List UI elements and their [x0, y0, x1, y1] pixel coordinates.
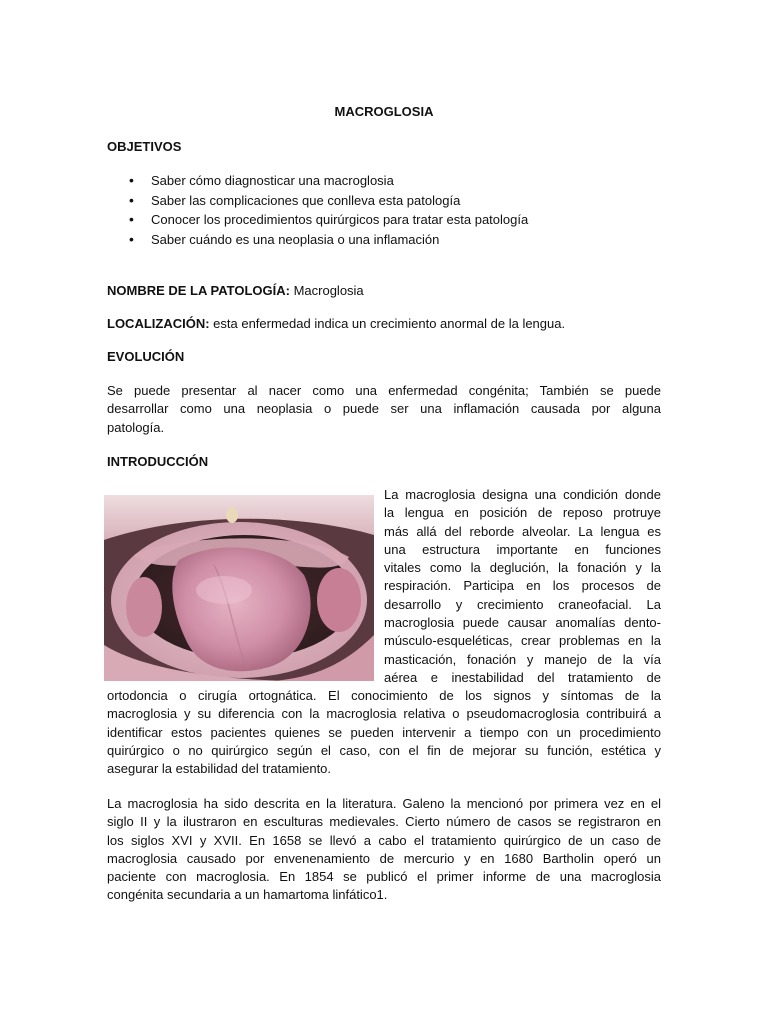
paragraph-line: masticación, fonación y manejo de la vía — [384, 651, 661, 667]
objectives-heading: OBJETIVOS — [107, 139, 182, 154]
paragraph-line: patología. — [107, 419, 165, 435]
paragraph-line: respiración. Participa en los procesos de — [384, 578, 661, 594]
paragraph-line: macroglosia y su diferencia con la macroglosia relativa o pseudomacroglosia contribuirá a — [107, 706, 661, 722]
paragraph-line: quirúrgico o no quirúrgico según el caso, con el fin de mejorar su función, estética y — [107, 742, 661, 758]
paragraph-line: macroglosia puede causar anomalías dento- — [384, 615, 661, 631]
paragraph-line: la lengua en posición de reposo protruye — [384, 505, 661, 521]
paragraph-line: La macroglosia designa una condición donde — [384, 487, 661, 502]
paragraph-line: ortodoncia o cirugía ortognática. El conocimiento de los signos y síntomas de la — [107, 688, 661, 703]
introduction-heading: INTRODUCCIÓN — [107, 454, 209, 469]
paragraph-line: más allá del reborde alveolar. La lengua es — [384, 523, 661, 539]
list-item: • Conocer los procedimientos quirúrgicos para tratar esta patología — [127, 210, 647, 230]
paragraph-line: aérea e inestabilidad del tratamiento de — [384, 669, 661, 685]
paragraph-line: siglo II y la ilustraron en esculturas medievales. Cierto número de casos se registraron en — [107, 814, 661, 830]
location-line — [107, 316, 565, 331]
introduction-side-text — [384, 486, 661, 687]
pathology-line — [107, 283, 364, 298]
location-label: LOCALIZACIÓN: — [107, 316, 210, 331]
paragraph-line: asegurar la estabilidad del tratamiento. — [107, 761, 332, 777]
paragraph-line: vitales como la deglución, la fonación y la — [384, 560, 661, 576]
pathology-value: Macroglosia — [289, 283, 364, 298]
paragraph-line: identificar estos pacientes quienes se pueden intervenir a tiempo con un procedimiento — [107, 724, 661, 740]
evolution-heading: EVOLUCIÓN — [107, 349, 185, 364]
list-item: • Saber cómo diagnosticar una macroglosia — [127, 171, 647, 191]
paragraph-line: una estructura importante en funciones — [384, 541, 661, 557]
paragraph-line: macroglosia causado por envenenamiento de mercurio y en 1680 Bartholin operó un — [107, 850, 661, 866]
paragraph-line: desarrollar como una neoplasia o puede ser una inflamación causada por alguna — [107, 401, 661, 417]
location-value: esta enfermedad indica un crecimiento anormal de la lengua. — [209, 316, 566, 331]
list-item: • Saber las complicaciones que conlleva esta patología — [127, 191, 647, 211]
paragraph-line: desarrollo y crecimiento craneofacial. La — [384, 596, 661, 612]
paragraph-line: Se puede presentar al nacer como una enfermedad congénita; También se puede — [107, 383, 661, 398]
paragraph-line: músculo-esqueléticas, crear problemas en la — [384, 633, 661, 649]
tongue-photo — [104, 495, 374, 681]
paragraph-line: congénita secundaria a un hamartoma linfático1. — [107, 887, 388, 903]
paragraph-line: los siglos XVI y XVII. En 1658 se llevó a cabo el tratamiento quirúrgico de un caso de — [107, 832, 661, 848]
paragraph-line: La macroglosia ha sido descrita en la literatura. Galeno la mencionó por primera vez en el — [107, 796, 661, 811]
document-title: MACROGLOSIA — [334, 104, 434, 119]
list-item: • Saber cuándo es una neoplasia o una inflamación — [127, 230, 647, 250]
introduction-full-text — [107, 687, 661, 778]
evolution-paragraph — [107, 382, 661, 437]
pathology-label: NOMBRE DE LA PATOLOGÍA: — [107, 283, 290, 298]
paragraph-line: paciente con macroglosia. En 1854 se publicó el primer informe de una macroglosia — [107, 869, 661, 885]
tongue-photo-image — [104, 495, 374, 681]
history-paragraph — [107, 795, 661, 905]
objectives-list — [127, 171, 647, 249]
